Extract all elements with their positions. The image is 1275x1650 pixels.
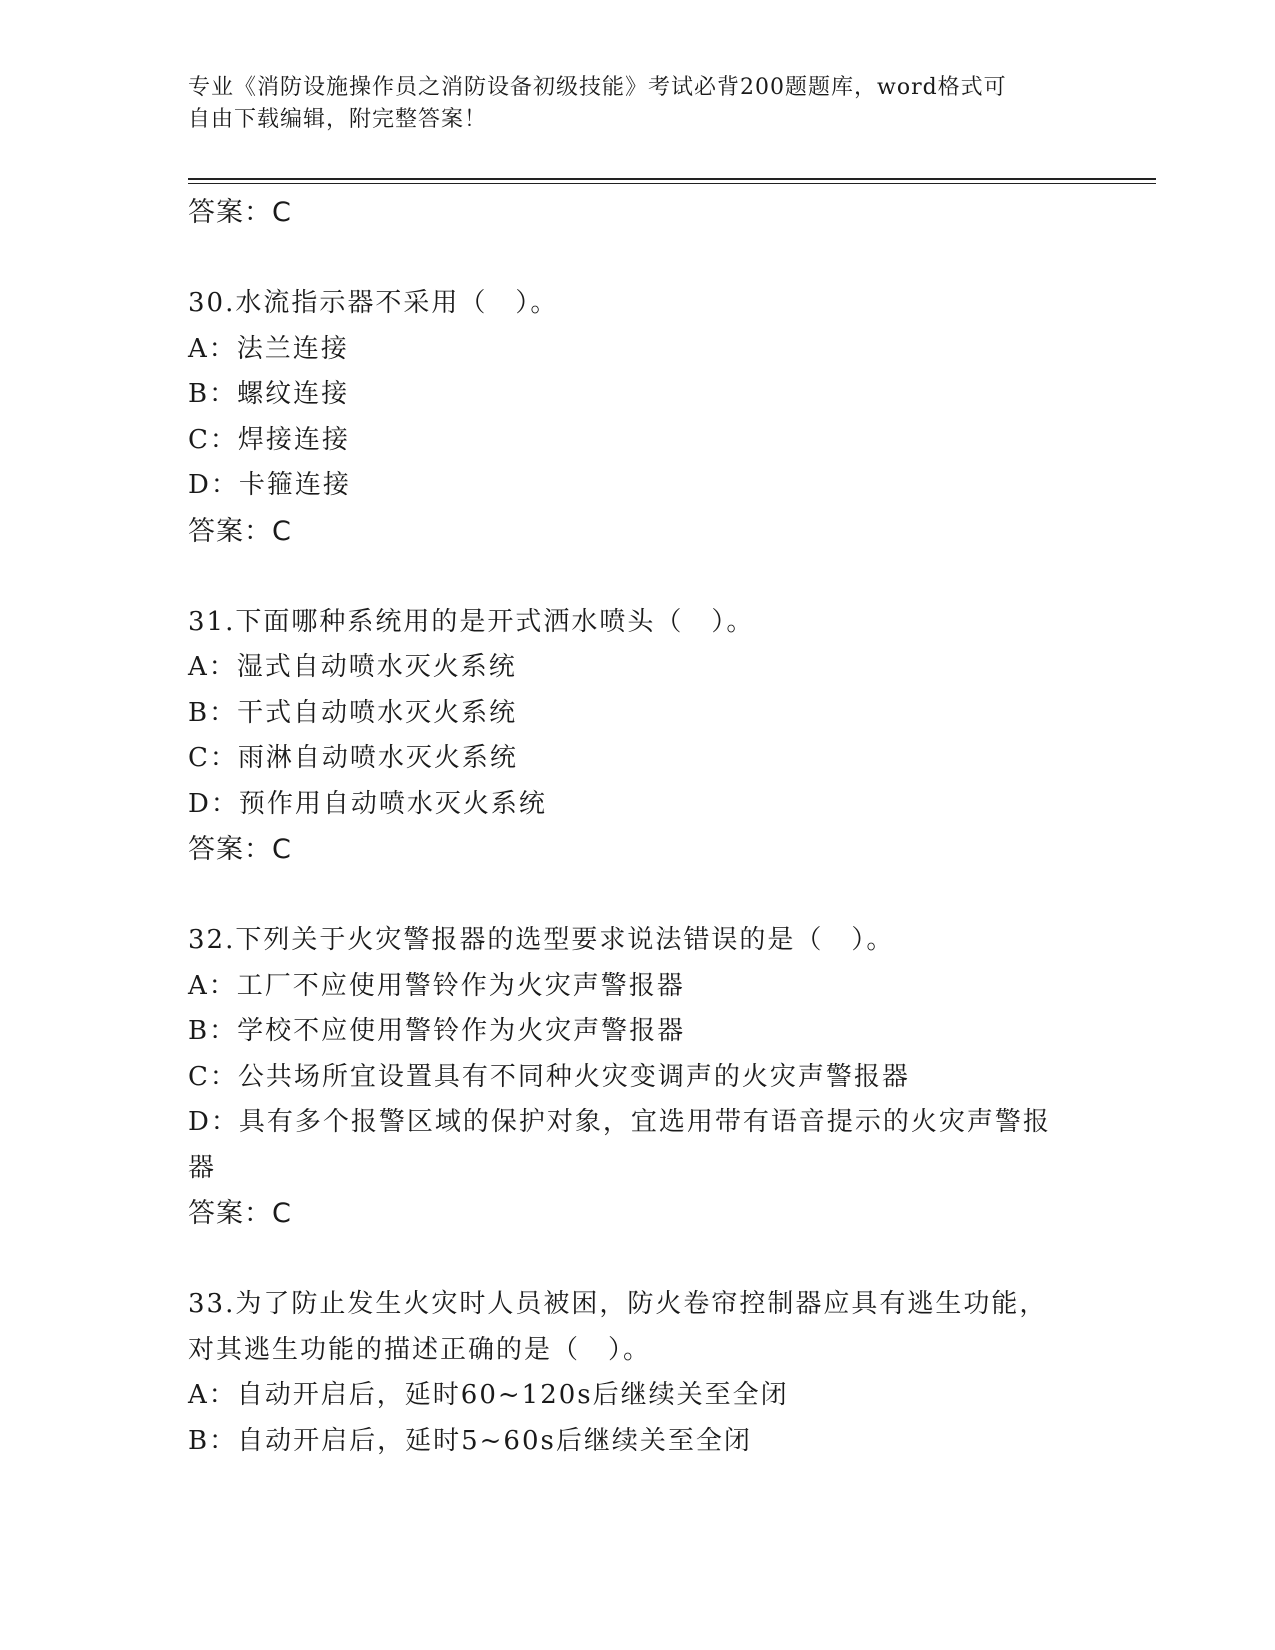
question-stem: 30.水流指示器不采用（ ）。 [188, 288, 559, 318]
option-a: A：自动开启后，延时60~120s后继续关至全闭 [188, 1380, 789, 1410]
answer-label: 答案： [188, 834, 272, 865]
answer-line [188, 509, 1088, 555]
option-a: A：湿式自动喷水灭火系统 [188, 652, 517, 682]
page-header: 专业《消防设施操作员之消防设备初级技能》考试必背200题题库，word格式可 自由下载编辑，附完整答案！ [188, 75, 1007, 132]
answer-line [188, 827, 1088, 873]
option-a: A：工厂不应使用警铃作为火灾声警报器 [188, 970, 685, 1001]
question-item [188, 1282, 1088, 1464]
question-stem: 33.为了防止发生火灾时人员被困，防火卷帘控制器应具有逃生功能， 对其逃生功能的描述正确的是（ ）。 [188, 1289, 1048, 1365]
header-divider-thick [188, 178, 1156, 180]
question-item [188, 600, 1088, 873]
option-d: D：卡箍连接 [188, 470, 351, 500]
option-c: C：公共场所宜设置具有不同种火灾变调声的火灾声警报器 [188, 1061, 910, 1092]
option-a: A：法兰连接 [188, 333, 349, 364]
option-c: C：焊接连接 [188, 424, 350, 455]
question-stem: 32.下列关于火灾警报器的选型要求说法错误的是（ ）。 [188, 925, 895, 955]
question-stem: 31.下面哪种系统用的是开式洒水喷头（ ）。 [188, 606, 755, 637]
option-b: B：学校不应使用警铃作为火灾声警报器 [188, 1016, 686, 1046]
answer-value: C [272, 834, 292, 865]
answer-line [188, 190, 1088, 236]
spacer [188, 236, 1088, 282]
answer-value: C [272, 515, 292, 547]
header-divider-thin [188, 183, 1156, 184]
spacer [188, 873, 1088, 919]
option-b: B：自动开启后，延时5~60s后继续关至全闭 [188, 1425, 752, 1456]
question-item [188, 281, 1088, 554]
answer-value: C [272, 1198, 292, 1229]
answer-label: 答案： [188, 197, 272, 228]
spacer [188, 1237, 1088, 1283]
option-d: D：具有多个报警区域的保护对象，宜选用带有语音提示的火灾声警报 器 [188, 1107, 1051, 1183]
answer-line [188, 1191, 1088, 1237]
answer-label: 答案： [188, 515, 272, 547]
option-b: B：干式自动喷水灭火系统 [188, 697, 518, 728]
option-b: B：螺纹连接 [188, 379, 350, 409]
option-c: C：雨淋自动喷水灭火系统 [188, 743, 518, 773]
answer-label: 答案： [188, 1198, 272, 1229]
question-item [188, 918, 1088, 1237]
spacer [188, 554, 1088, 600]
question-list [188, 190, 1088, 1464]
option-d: D：预作用自动喷水灭火系统 [188, 788, 547, 819]
answer-value: C [272, 197, 292, 228]
